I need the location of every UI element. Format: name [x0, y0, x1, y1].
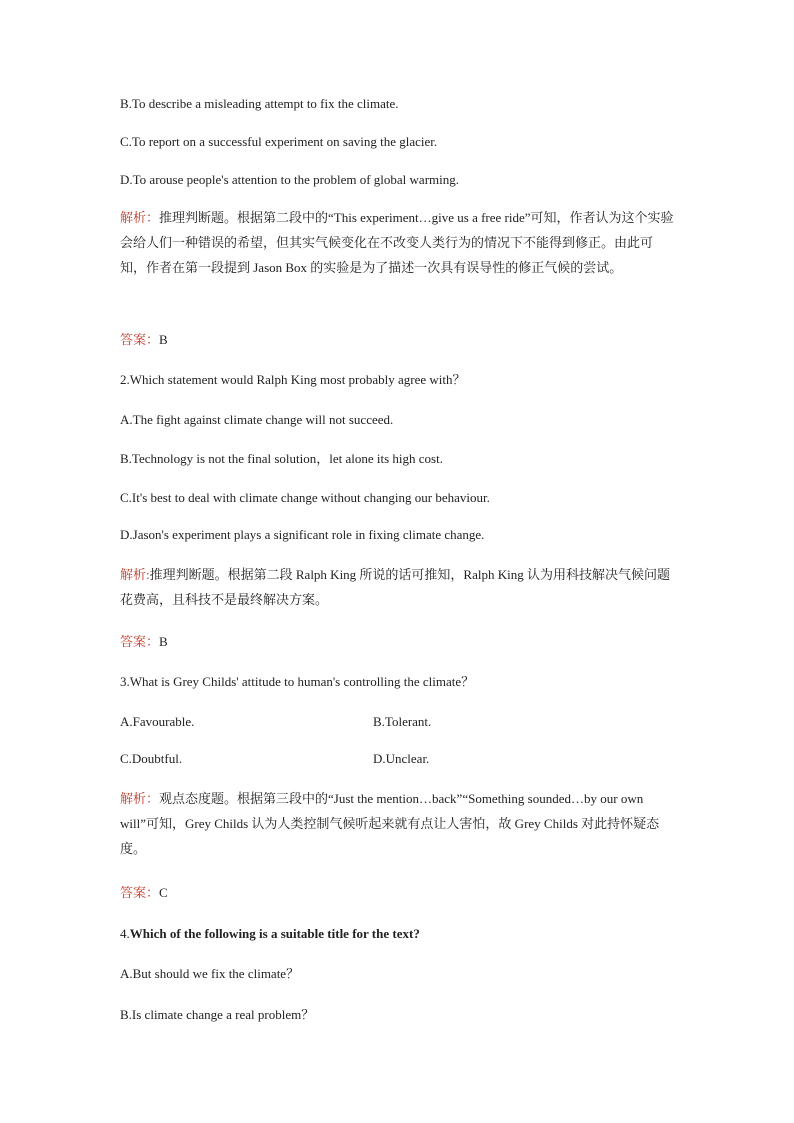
q4-question — [120, 926, 420, 942]
q3-option-c: C.Doubtful. — [120, 751, 183, 766]
q2-question: 2.Which statement would Ralph King most probably agree with？ — [120, 372, 466, 387]
q1-option-d: D.To arouse people's attention to the problem of global warming. — [120, 172, 459, 187]
q2-option-d: D.Jason's experiment plays a significant role in fixing climate change. — [120, 527, 485, 542]
q2-answer-value: B — [159, 634, 168, 649]
q2-analysis-text: 推理判断题。根据第二段 Ralph King 所说的话可推知，Ralph King 认为用科技解决气候问题花费高，且科技不是最终解决方案。 — [120, 567, 670, 607]
q3-option-d: D.Unclear. — [373, 751, 430, 766]
q2-analysis-label: 解析: — [120, 567, 150, 582]
q3-option-b: B.Tolerant. — [373, 714, 432, 729]
q1-answer-label: 答案： — [120, 332, 160, 347]
q4-question-number: 4. — [120, 926, 130, 941]
q3-analysis — [120, 786, 676, 861]
q1-analysis-label: 解析： — [120, 210, 160, 225]
q1-option-b: B.To describe a misleading attempt to fix the climate. — [120, 96, 399, 111]
q4-option-a: A.But should we fix the climate？ — [120, 966, 300, 981]
q2-option-b: B.Technology is not the final solution，let alone its high cost. — [120, 451, 443, 466]
q3-analysis-text: 观点态度题。根据第三段中的“Just the mention…back”“Something sounded…by our own will”可知，Grey Childs 认为人类控制气候听起来就有点让人害怕，故 Grey Childs 对此持怀疑态度。 — [120, 791, 660, 856]
q4-question-text: Which of the following is a suitable title for the text? — [129, 926, 420, 941]
q1-option-c: C.To report on a successful experiment on saving the glacier. — [120, 134, 438, 149]
q3-question: 3.What is Grey Childs' attitude to human's controlling the climate？ — [120, 674, 475, 689]
q1-answer-value: B — [159, 332, 168, 347]
q1-analysis — [120, 205, 676, 280]
q3-answer — [120, 885, 168, 901]
q2-answer — [120, 634, 168, 650]
q3-option-a: A.Favourable. — [120, 714, 195, 729]
q2-option-c: C.It's best to deal with climate change without changing our behaviour. — [120, 490, 490, 505]
q3-answer-label: 答案： — [120, 885, 160, 900]
q2-analysis — [120, 562, 676, 612]
q2-answer-label: 答案： — [120, 634, 160, 649]
q1-analysis-text: 推理判断题。根据第二段中的“This experiment…give us a free ride”可知，作者认为这个实验会给人们一种错误的希望，但其实气候变化在不改变人类行为的情况下不能得到修正。由此可知，作者在第一段提到 Jason Box 的实验是为了描述一次具有误导性的修正气候的尝试。 — [120, 210, 674, 275]
q2-option-a: A.The fight against climate change will not succeed. — [120, 412, 394, 427]
q3-answer-value: C — [159, 885, 168, 900]
q3-analysis-label: 解析： — [120, 791, 160, 806]
q1-answer — [120, 332, 168, 348]
q4-option-b: B.Is climate change a real problem？ — [120, 1007, 315, 1022]
